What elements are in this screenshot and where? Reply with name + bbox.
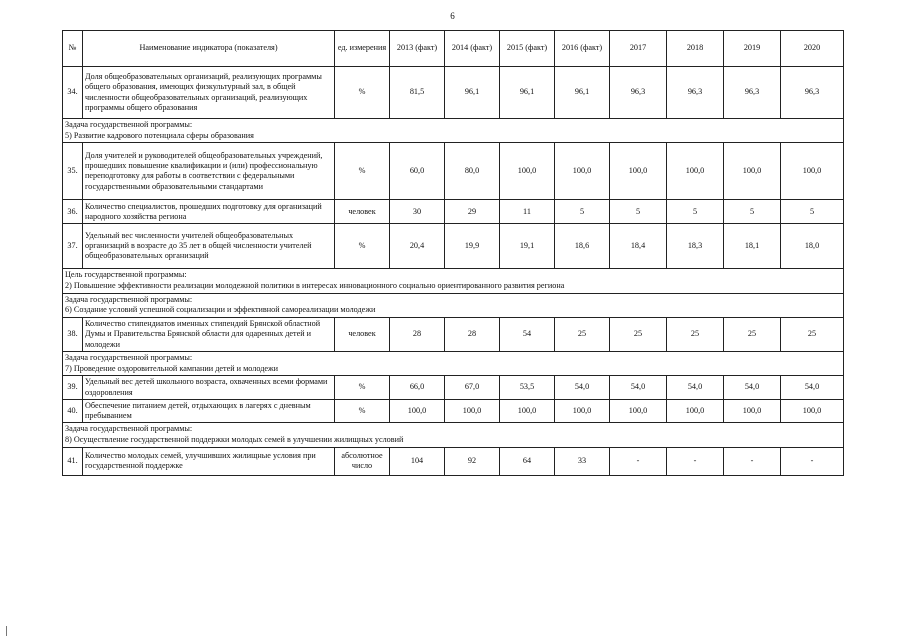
value-cell: 60,0	[390, 143, 445, 200]
table-row	[63, 67, 844, 119]
row-number: 41.	[63, 447, 83, 475]
section-label: Задача государственной программы:	[65, 352, 193, 362]
value-cell: 19,1	[500, 224, 555, 269]
row-number: 39.	[63, 376, 83, 400]
indicator-name: Удельный вес численности учителей общеобразовательных организаций в возрасте до 35 лет в общей численности учителей общеобразовательных организаций	[83, 224, 335, 269]
value-cell: 100,0	[667, 399, 724, 423]
value-cell: 100,0	[390, 399, 445, 423]
value-cell: 67,0	[445, 376, 500, 400]
value-cell: 5	[610, 200, 667, 224]
value-cell: 54,0	[781, 376, 844, 400]
value-cell: 30	[390, 200, 445, 224]
value-cell: 96,3	[781, 67, 844, 119]
unit-cell: %	[335, 224, 390, 269]
value-cell: 28	[445, 317, 500, 351]
header-year: 2014 (факт)	[445, 31, 500, 67]
header-year: 2020	[781, 31, 844, 67]
indicator-name: Количество специалистов, прошедших подготовку для организаций народного хозяйства региона	[83, 200, 335, 224]
indicator-name: Доля учителей и руководителей общеобразовательных учреждений, прошедших повышение квалификации и (или) профессиональную переподготовку для работы в соответствии с федеральными государственными образовательными стандартами	[83, 143, 335, 200]
row-number: 34.	[63, 67, 83, 119]
value-cell: 100,0	[445, 399, 500, 423]
value-cell: 25	[667, 317, 724, 351]
section-label: Задача государственной программы:	[65, 294, 193, 304]
value-cell: 100,0	[555, 143, 610, 200]
header-year: 2015 (факт)	[500, 31, 555, 67]
value-cell: 11	[500, 200, 555, 224]
value-cell: 54,0	[724, 376, 781, 400]
value-cell: 18,6	[555, 224, 610, 269]
value-cell: 96,1	[555, 67, 610, 119]
section-title: 5) Развитие кадрового потенциала сферы образования	[65, 130, 254, 140]
table-row	[63, 399, 844, 423]
section-label: Цель государственной программы:	[65, 270, 187, 280]
header-year: 2013 (факт)	[390, 31, 445, 67]
value-cell: 96,3	[724, 67, 781, 119]
value-cell: 100,0	[500, 399, 555, 423]
value-cell: 5	[667, 200, 724, 224]
value-cell: 80,0	[445, 143, 500, 200]
value-cell: 64	[500, 447, 555, 475]
value-cell: 104	[390, 447, 445, 475]
value-cell: 100,0	[555, 399, 610, 423]
unit-cell: человек	[335, 317, 390, 351]
value-cell: 54	[500, 317, 555, 351]
section-row	[63, 351, 844, 375]
margin-mark	[6, 626, 7, 636]
value-cell: 25	[781, 317, 844, 351]
value-cell: 96,3	[667, 67, 724, 119]
header-unit: ед. измерения	[335, 31, 390, 67]
value-cell: 100,0	[610, 399, 667, 423]
section-title: 2) Повышение эффективности реализации молодежной политики в интересах инновационного социально ориентированного развития региона	[65, 280, 565, 290]
header-year: 2018	[667, 31, 724, 67]
section-cell	[63, 423, 844, 447]
value-cell: 100,0	[667, 143, 724, 200]
section-label: Задача государственной программы:	[65, 424, 193, 434]
unit-cell: %	[335, 399, 390, 423]
value-cell: 81,5	[390, 67, 445, 119]
row-number: 40.	[63, 399, 83, 423]
section-row	[63, 423, 844, 447]
value-cell: 5	[724, 200, 781, 224]
page-number: 6	[450, 11, 455, 21]
value-cell: 100,0	[781, 143, 844, 200]
value-cell: 92	[445, 447, 500, 475]
value-cell: 100,0	[500, 143, 555, 200]
section-cell	[63, 293, 844, 317]
row-number: 37.	[63, 224, 83, 269]
section-title: 6) Создание условий успешной социализации и эффективной самореализации молодежи	[65, 305, 376, 315]
section-cell	[63, 351, 844, 375]
unit-cell: %	[335, 376, 390, 400]
value-cell: 18,4	[610, 224, 667, 269]
value-cell: 96,3	[610, 67, 667, 119]
value-cell: 5	[555, 200, 610, 224]
section-row	[63, 269, 844, 293]
value-cell: 20,4	[390, 224, 445, 269]
value-cell: 100,0	[781, 399, 844, 423]
table-row	[63, 143, 844, 200]
table-row	[63, 200, 844, 224]
section-title: 8) Осуществление государственной поддержки молодых семей в улучшении жилищных условий	[65, 434, 404, 444]
indicator-name: Удельный вес детей школьного возраста, охваченных всеми формами оздоровления	[83, 376, 335, 400]
value-cell: 19,9	[445, 224, 500, 269]
value-cell: 18,3	[667, 224, 724, 269]
table-header-row	[63, 31, 844, 67]
value-cell: 18,0	[781, 224, 844, 269]
indicator-name: Количество молодых семей, улучшивших жилищные условия при государственной поддержке	[83, 447, 335, 475]
header-name: Наименование индикатора (показателя)	[83, 31, 335, 67]
value-cell: 28	[390, 317, 445, 351]
table-row	[63, 224, 844, 269]
header-year: 2016 (факт)	[555, 31, 610, 67]
value-cell: 25	[610, 317, 667, 351]
value-cell: 5	[781, 200, 844, 224]
value-cell: 33	[555, 447, 610, 475]
unit-cell: абсолютное число	[335, 447, 390, 475]
header-num: №	[63, 31, 83, 67]
table-row	[63, 317, 844, 351]
section-cell	[63, 269, 844, 293]
value-cell: 29	[445, 200, 500, 224]
unit-cell: человек	[335, 200, 390, 224]
value-cell: 25	[724, 317, 781, 351]
header-year: 2017	[610, 31, 667, 67]
indicator-name: Доля общеобразовательных организаций, реализующих программы общего образования, имеющих физкультурный зал, в общей численности общеобразовательных организаций, реализующих программы общего образования	[83, 67, 335, 119]
section-title: 7) Проведение оздоровительной кампании детей и молодежи	[65, 363, 279, 373]
unit-cell: %	[335, 143, 390, 200]
indicator-name: Обеспечение питанием детей, отдыхающих в лагерях с дневным пребыванием	[83, 399, 335, 423]
row-number: 38.	[63, 317, 83, 351]
indicators-table	[62, 30, 844, 476]
value-cell: 18,1	[724, 224, 781, 269]
value-cell: 100,0	[724, 143, 781, 200]
value-cell: -	[610, 447, 667, 475]
header-year: 2019	[724, 31, 781, 67]
value-cell: -	[667, 447, 724, 475]
value-cell: 96,1	[500, 67, 555, 119]
value-cell: -	[781, 447, 844, 475]
value-cell: 53,5	[500, 376, 555, 400]
table-row	[63, 447, 844, 475]
section-row	[63, 119, 844, 143]
value-cell: 100,0	[724, 399, 781, 423]
value-cell: -	[724, 447, 781, 475]
unit-cell: %	[335, 67, 390, 119]
value-cell: 25	[555, 317, 610, 351]
value-cell: 54,0	[610, 376, 667, 400]
row-number: 35.	[63, 143, 83, 200]
table-row	[63, 376, 844, 400]
row-number: 36.	[63, 200, 83, 224]
section-label: Задача государственной программы:	[65, 120, 193, 129]
section-cell	[63, 119, 844, 143]
section-row	[63, 293, 844, 317]
value-cell: 100,0	[610, 143, 667, 200]
value-cell: 54,0	[555, 376, 610, 400]
value-cell: 66,0	[390, 376, 445, 400]
value-cell: 96,1	[445, 67, 500, 119]
indicator-name: Количество стипендиатов именных стипендий Брянской областной Думы и Правительства Брянской области для одаренных детей и молодежи	[83, 317, 335, 351]
value-cell: 54,0	[667, 376, 724, 400]
